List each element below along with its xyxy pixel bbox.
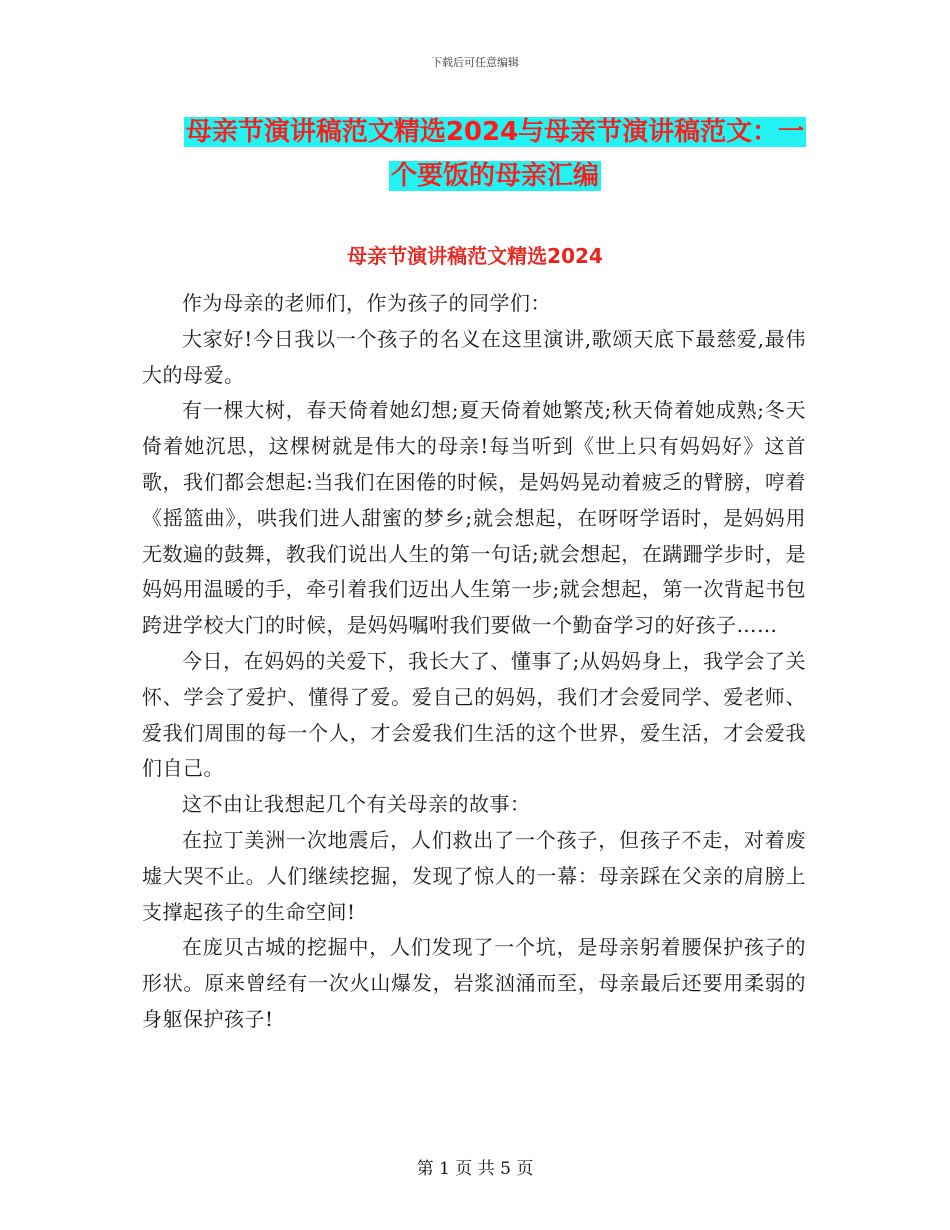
paragraph: 作为母亲的老师们，作为孩子的同学们： <box>182 291 551 315</box>
paragraph: 在拉丁美洲一次地震后，人们救出了一个孩子，但孩子不走，对着废墟大哭不止。人们继续挖掘，发现了惊人的一幕：母亲踩在父亲的肩膀上支撑起孩子的生命空间! <box>142 827 806 924</box>
header-note: 下载后可任意编辑 <box>431 56 519 69</box>
section-title: 母亲节演讲稿范文精选2024 <box>347 244 603 268</box>
paragraph: 有一棵大树，春天倚着她幻想;夏天倚着她繁茂;秋天倚着她成熟;冬天倚着她沉思，这棵树就是伟大的母亲!每当听到《世上只有妈妈好》这首歌，我们都会想起:当我们在困倦的时候，是妈妈晃动着疲乏的臂膀，哼着《摇篮曲》，哄我们进人甜蜜的梦乡;就会想起，在呀呀学语时，是妈妈用无数遍的鼓舞，教我们说出人生的第一句话;就会想起，在蹒跚学步时，是妈妈用温暖的手，牵引着我们迈出人生第一步;就会想起，第一次背起书包跨进学校大门的时候，是妈妈嘱咐我们要做一个勤奋学习的好孩子…… <box>142 398 806 638</box>
paragraph: 在庞贝古城的挖掘中，人们发现了一个坑，是母亲躬着腰保护孩子的形状。原来曾经有一次火山爆发，岩浆汹涌而至，母亲最后还要用柔弱的身躯保护孩子! <box>142 935 806 1031</box>
paragraph: 这不由让我想起几个有关母亲的故事： <box>182 792 531 817</box>
page-number-footer: 第 1 页 共 5 页 <box>416 1159 534 1179</box>
body-text <box>142 286 806 1038</box>
paragraph: 大家好!今日我以一个孩子的名义在这里演讲,歌颂天底下最慈爱,最伟大的母爱。 <box>142 326 806 387</box>
document-title <box>150 110 840 198</box>
document-title-line-1: 母亲节演讲稿范文精选2024与母亲节演讲稿范文：一 <box>185 117 805 147</box>
document-title-line-2: 个要饭的母亲汇编 <box>390 161 599 191</box>
paragraph: 今日，在妈妈的关爱下，我长大了、懂事了;从妈妈身上，我学会了关怀、学会了爱护、懂得了爱。爱自己的妈妈，我们才会爱同学、爱老师、爱我们周围的每一个人，才会爱我们生活的这个世界，爱生活，才会爱我们自己。 <box>142 648 806 781</box>
